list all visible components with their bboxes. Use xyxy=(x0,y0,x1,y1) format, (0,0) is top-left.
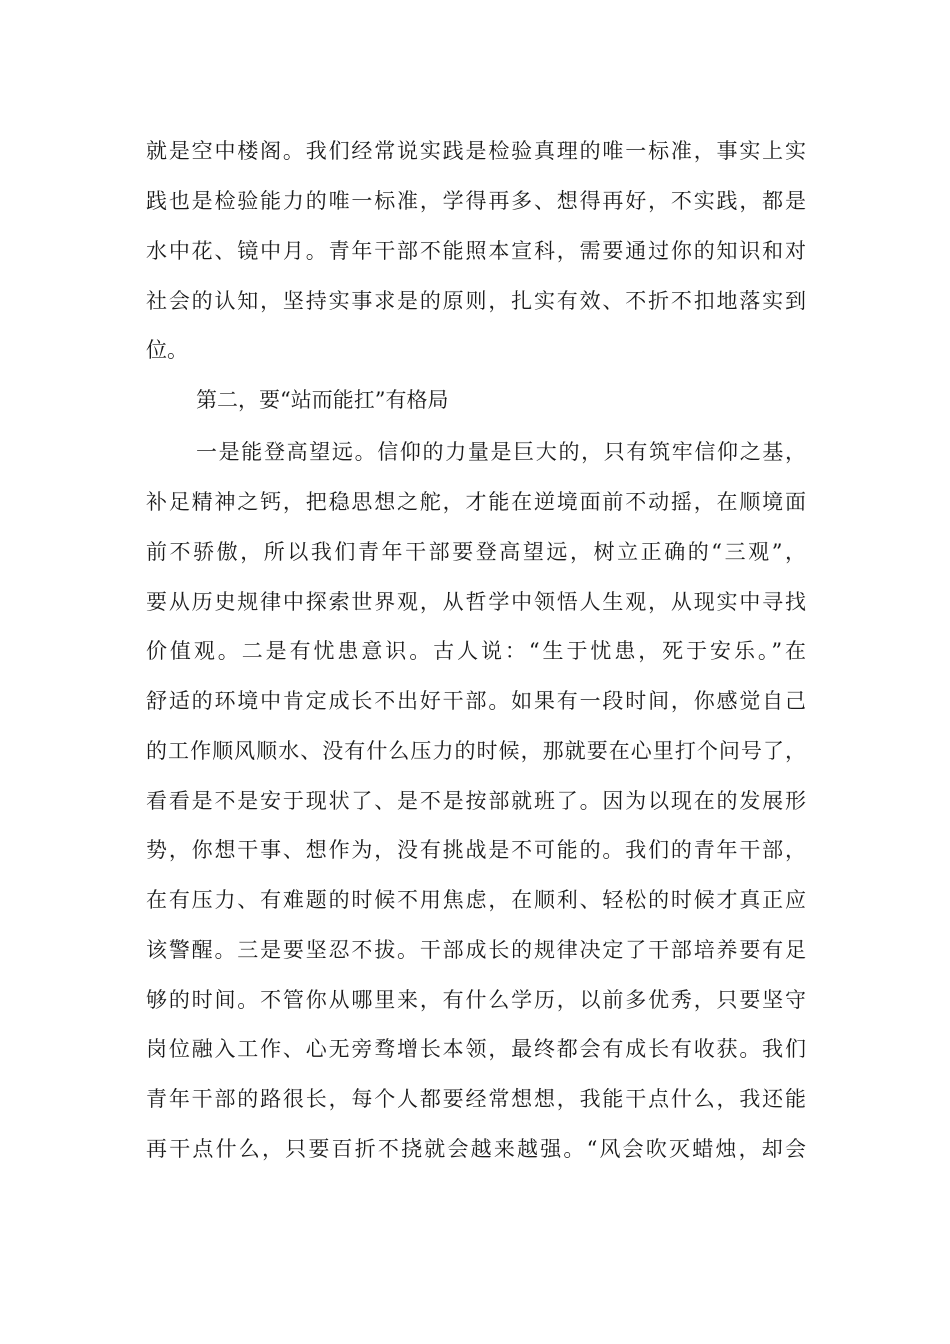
text-line: 在有压力、有难题的时候不用焦虑，在顺利、轻松的时候才真正应 xyxy=(146,888,806,912)
text-line: 青年干部的路很长，每个人都要经常想想，我能干点什么，我还能 xyxy=(146,1087,806,1111)
text-line: 一是能登高望远。信仰的力量是巨大的，只有筑牢信仰之基， xyxy=(196,440,806,464)
text-line: 践也是检验能力的唯一标准，学得再多、想得再好，不实践，都是 xyxy=(146,189,806,213)
text-line: 舒适的环境中肯定成长不出好干部。如果有一段时间，你感觉自己 xyxy=(146,689,806,713)
text-line: 价值观。二是有忧患意识。古人说：“生于忧患，死于安乐。”在 xyxy=(146,639,806,663)
text-line: 位。 xyxy=(146,338,188,362)
text-line: 补足精神之钙，把稳思想之舵，才能在逆境面前不动摇，在顺境面 xyxy=(146,490,806,514)
text-line: 要从历史规律中探索世界观，从哲学中领悟人生观，从现实中寻找 xyxy=(146,590,806,614)
text-line: 社会的认知，坚持实事求是的原则，扎实有效、不折不扣地落实到 xyxy=(146,289,806,313)
text-line: 岗位融入工作、心无旁骛增长本领，最终都会有成长有收获。我们 xyxy=(146,1037,806,1061)
text-line: 再干点什么，只要百折不挠就会越来越强。“风会吹灭蜡烛，却会 xyxy=(146,1137,806,1161)
text-line: 看看是不是安于现状了、是不是按部就班了。因为以现在的发展形 xyxy=(146,789,806,813)
text-line: 够的时间。不管你从哪里来，有什么学历，以前多优秀，只要坚守 xyxy=(146,988,806,1012)
text-line: 的工作顺风顺水、没有什么压力的时候，那就要在心里打个问号了， xyxy=(146,739,806,763)
text-line: 该警醒。三是要坚忍不拔。干部成长的规律决定了干部培养要有足 xyxy=(146,938,806,962)
section-heading: 第二，要“站而能扛”有格局 xyxy=(196,388,449,412)
text-line: 就是空中楼阁。我们经常说实践是检验真理的唯一标准，事实上实 xyxy=(146,139,806,163)
text-line: 水中花、镜中月。青年干部不能照本宣科，需要通过你的知识和对 xyxy=(146,239,806,263)
text-line: 前不骄傲，所以我们青年干部要登高望远，树立正确的“三观”， xyxy=(146,540,806,564)
text-line: 势，你想干事、想作为，没有挑战是不可能的。我们的青年干部， xyxy=(146,838,806,862)
